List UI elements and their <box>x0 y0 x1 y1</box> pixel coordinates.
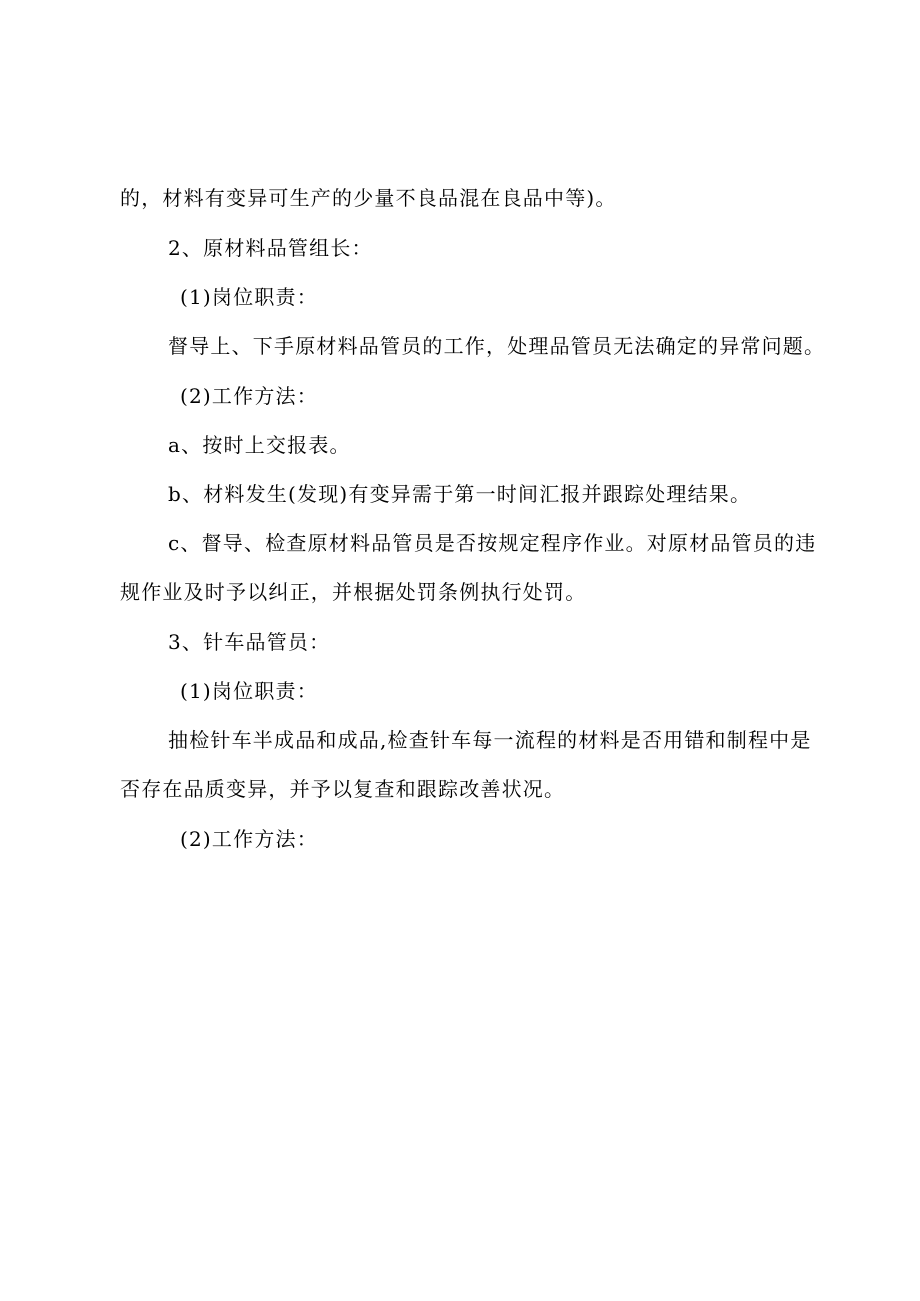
section-heading: 3、针车品管员： <box>168 630 331 654</box>
text-line: 督导上、下手原材料品管员的工作，处理品管员无法确定的异常问题。 <box>168 334 826 358</box>
text-line: 规作业及时予以纠正，并根据处罚条例执行处罚。 <box>120 580 587 604</box>
section-heading: 2、原材料品管组长： <box>168 236 373 260</box>
text-line: 否存在品质变异，并予以复查和跟踪改善状况。 <box>120 777 566 801</box>
list-item: b、材料发生(发现)有变异需于第一时间汇报并跟踪处理结果。 <box>168 482 752 506</box>
text-line: 抽检针车半成品和成品,检查针车每一流程的材料是否用错和制程中是 <box>168 728 812 752</box>
text-line: 的，材料有变异可生产的少量不良品混在良品中等)。 <box>120 186 617 210</box>
subsection-heading: (2)工作方法： <box>180 827 318 851</box>
subsection-heading: (2)工作方法： <box>180 384 318 408</box>
subsection-heading: (1)岗位职责： <box>180 679 318 703</box>
list-item: a、按时上交报表。 <box>168 433 351 457</box>
subsection-heading: (1)岗位职责： <box>180 285 318 309</box>
list-item: c、督导、检查原材料品管员是否按规定程序作业。对原材品管员的违 <box>168 531 817 555</box>
